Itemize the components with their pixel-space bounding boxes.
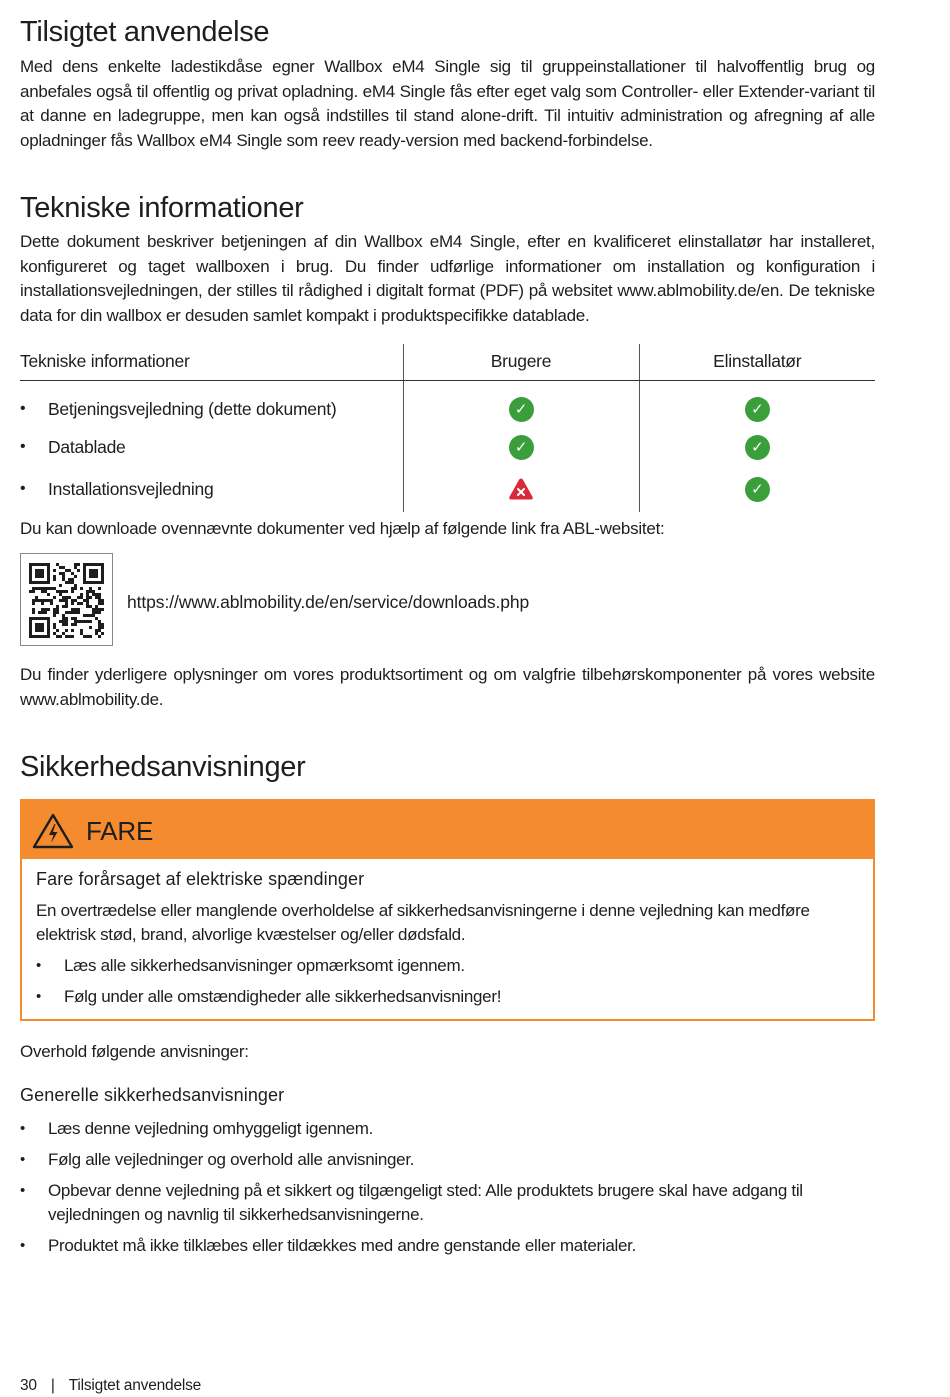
- page-number: 30: [20, 1377, 37, 1394]
- document-name: • Installationsvejledning: [20, 466, 403, 512]
- download-url-link[interactable]: https://www.ablmobility.de/en/service/downloads.php: [127, 592, 530, 612]
- list-item: • Opbevar denne vejledning på et sikkert og tilgængeligt sted: Alle produktets brugere skal have adgang til vejledningen og navnlig til sikkerhedsanvisningerne.: [20, 1179, 875, 1227]
- qr-code-icon: [29, 563, 104, 638]
- page-footer: [20, 1377, 201, 1395]
- list-item: • Produktet må ikke tilklæbes eller tildækkes med andre genstande eller materialer.: [20, 1234, 875, 1258]
- observe-paragraph: Overhold følgende anvisninger:: [20, 1042, 249, 1061]
- technical-info-paragraph: [20, 230, 875, 328]
- danger-body: [22, 859, 873, 1009]
- check-circle-icon: ✓: [745, 435, 770, 460]
- download-paragraph: Du kan downloade ovennævnte dokumenter ved hjælp af følgende link fra ABL-websitet:: [20, 519, 665, 538]
- document-name: • Datablade: [20, 428, 403, 466]
- technical-info-text: Dette dokument beskriver betjeningen af din Wallbox eM4 Single, efter en kvalificeret elinstallatør har installeret, konfigureret og taget wallboxen i brug. Du finder udførlige informationer om installation og konfiguration i installationsvejledningen, der stilles til rådighed i digitalt format (PDF) på websitet: [20, 232, 875, 300]
- document-name: • Betjeningsvejledning (dette dokument): [20, 380, 403, 428]
- table-row: [20, 428, 875, 466]
- danger-bullet-list: [36, 954, 873, 1009]
- error-triangle-icon: [508, 477, 534, 501]
- table-header-users: Brugere: [403, 344, 639, 380]
- danger-title: FARE: [86, 816, 154, 846]
- list-item: • Læs alle sikkerhedsanvisninger opmærksomt igennem.: [36, 954, 873, 978]
- footer-separator: |: [50, 1377, 55, 1394]
- installer-cell: [639, 466, 875, 512]
- table-row: [20, 380, 875, 428]
- table-row: [20, 466, 875, 512]
- installer-cell: [639, 428, 875, 466]
- website-link[interactable]: www.ablmobility.de/en: [617, 281, 780, 300]
- danger-box: [20, 799, 875, 1021]
- users-cell: [403, 466, 639, 512]
- section-heading-technical-info: Tekniske informationer: [20, 192, 304, 224]
- table-header-documents: Tekniske informationer: [20, 344, 403, 380]
- danger-subtitle: Fare forårsaget af elektriske spændinger: [36, 869, 365, 889]
- table-header-row: [20, 344, 875, 380]
- danger-text: En overtrædelse eller manglende overholdelse af sikkerhedsanvisningerne i denne vejledning kan medføre elektrisk stød, brand, alvorlige kvæstelser og/eller dødsfald.: [36, 901, 810, 944]
- electric-warning-icon: [32, 813, 74, 849]
- technical-info-text-end: . De tekniske data for din wallbox er desuden samlet kompakt i produktspecifikke datablade.: [20, 281, 876, 325]
- section-heading-intended-use: Tilsigtet anvendelse: [20, 16, 270, 48]
- qr-code[interactable]: [20, 553, 113, 646]
- check-circle-icon: ✓: [509, 435, 534, 460]
- footer-section: Tilsigtet anvendelse: [68, 1377, 202, 1394]
- installer-cell: [639, 380, 875, 428]
- check-circle-icon: ✓: [509, 397, 534, 422]
- general-safety-list: [20, 1117, 875, 1265]
- general-safety-heading: Generelle sikkerhedsanvisninger: [20, 1085, 285, 1105]
- more-info-paragraph: [20, 663, 875, 712]
- users-cell: [403, 380, 639, 428]
- list-item: • Følg alle vejledninger og overhold alle anvisninger.: [20, 1148, 875, 1172]
- section-heading-safety: Sikkerhedsanvisninger: [20, 751, 306, 783]
- list-item: • Læs denne vejledning omhyggeligt igennem.: [20, 1117, 875, 1141]
- website-link-home[interactable]: www.ablmobility.de.: [20, 689, 164, 709]
- documents-table: [20, 344, 875, 512]
- table-header-installer: Elinstallatør: [639, 344, 875, 380]
- users-cell: [403, 428, 639, 466]
- danger-header: [22, 801, 873, 859]
- check-circle-icon: ✓: [745, 477, 770, 502]
- more-info-text: Du finder yderligere oplysninger om vores produktsortiment og om valgfrie tilbehørskomponenter på vores website: [20, 665, 875, 684]
- check-circle-icon: ✓: [745, 397, 770, 422]
- list-item: • Følg under alle omstændigheder alle sikkerhedsanvisninger!: [36, 985, 873, 1009]
- intended-use-paragraph: Med dens enkelte ladestikdåse egner Wallbox eM4 Single sig til gruppeinstallationer til halvoffentlig brug og anbefales også til offentlig og privat opladning. eM4 Single fås efter eget valg som Controller- eller Extender-variant til at danne en ladegruppe, men kan også indstilles til stand alone-drift. Til intuitiv administration og afregning af alle opladninger fås Wallbox eM4 Single som reev ready-version med backend-forbindelse.: [20, 57, 875, 150]
